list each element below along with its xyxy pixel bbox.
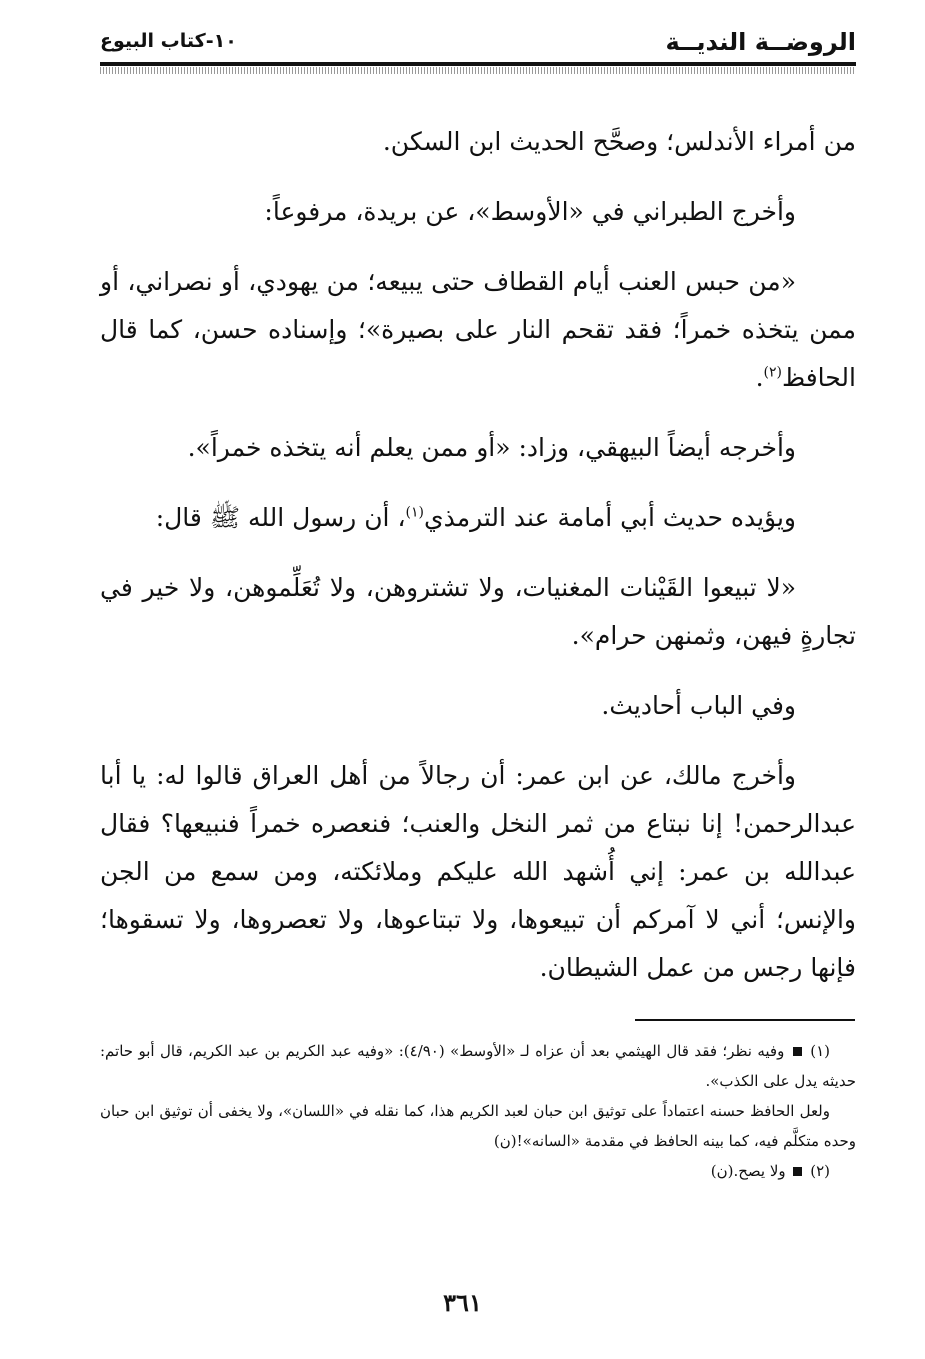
header-hatch-band [100, 67, 856, 74]
square-bullet-icon [793, 1167, 802, 1176]
paragraph: وأخرج مالك، عن ابن عمر: أن رجالاً من أهل العراق قالوا له: يا أبا عبدالرحمن! إنا نبتاع من ثمر النخل والعنب؛ فنعصره خمراً فنبيعها؟ فقال عبدالله بن عمر: إني أُشهد الله عليكم وملائكته، ومن سمع من الجن والإنس؛ أني لا آمركم أن تبيعوها، ولا تبتاعوها، ولا تعصروها، ولا تسقوها؛ فإنها رجس من عمل الشيطان. [100, 761, 856, 982]
footnote-2 [100, 1156, 856, 1186]
sentence-end: . [755, 363, 764, 392]
footnote-1-continued: ولعل الحافظ حسنه اعتماداً على توثيق ابن حبان لعبد الكريم هذا، كما نقله في «اللسان»، ولا يخفى أن توثيق ابن حبان وحده متكلَّم فيه، كما بينه الحافظ في مقدمة «السانه»!(ن) [100, 1102, 856, 1150]
paragraph: من أمراء الأندلس؛ وصحَّح الحديث ابن السكن. [382, 127, 856, 156]
paragraph: وفي الباب أحاديث. [601, 691, 796, 720]
footnotes [100, 1036, 856, 1186]
chapter-title: ١٠-كتاب البيوع [100, 30, 237, 52]
paragraph: وأخرجه أيضاً البيهقي، وزاد: «أو ممن يعلم أنه يتخذه خمراً». [187, 433, 796, 462]
paragraph-text: ، أن رسول الله ﷺ قال: [155, 503, 406, 532]
footnote-text: ولا يصح.(ن) [710, 1162, 786, 1180]
paragraph-text: «من حبس العنب أيام القطاف حتى يبيعه؛ من يهودي، أو نصراني، أو ممن يتخذه خمراً؛ فقد تقحم النار على بصيرة»؛ وإسناده حسن، كما قال الحافظ [100, 267, 856, 392]
page-number: ٣٦١ [443, 1288, 482, 1317]
footnote-ref: (٢) [763, 364, 782, 381]
main-text [100, 118, 856, 992]
running-header [100, 28, 856, 62]
footnote-separator [635, 1019, 855, 1021]
paragraph-text: ويؤيده حديث أبي أمامة عند الترمذي [424, 503, 796, 532]
footnote-marker: (٢) [810, 1162, 830, 1180]
paragraph [100, 494, 856, 542]
paragraph [100, 258, 856, 402]
footnote-1 [100, 1036, 856, 1096]
square-bullet-icon [793, 1047, 802, 1056]
footnote-marker: (١) [810, 1042, 830, 1060]
footnote-text: وفيه نظر؛ فقد قال الهيثمي بعد أن عزاه لـ «الأوسط» (٤/٩٠): «وفيه عبد الكريم بن عبد الكريم، قال أبو حاتم: حديثه يدل على الكذب». [100, 1042, 856, 1090]
paragraph: «لا تبيعوا القَيْنات المغنيات، ولا تشتروهن، ولا تُعَلِّموهن، ولا خير في تجارةٍ فيهن، وثمنهن حرام». [100, 573, 856, 650]
paragraph: وأخرج الطبراني في «الأوسط»، عن بريدة، مرفوعاً: [264, 197, 796, 226]
footnote-ref: (١) [405, 504, 424, 521]
header-rule [100, 62, 856, 66]
book-title: الروضــة النديــة [665, 28, 856, 56]
